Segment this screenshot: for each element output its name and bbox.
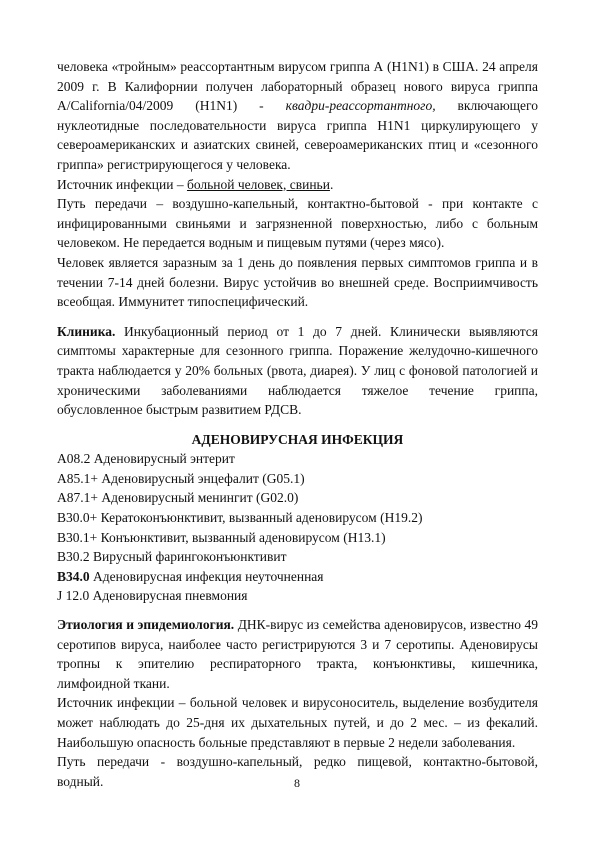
icd-code-text: Вирусный фарингоконъюнктивит <box>89 549 287 565</box>
icd-code-bold: В34.0 <box>57 568 90 584</box>
etiology-text: ДНК-вирус из семейства аденовирусов, известно 49 серотипов вируса, наиболее часто регистрируются 3 и 7 серотипы. Аденовирусы тропны к эпителию респираторного тракта, конъюнктивы, кишечника, лимфоидной ткани. <box>57 617 539 691</box>
icd-code-item <box>57 547 538 567</box>
icd-code-item <box>57 508 538 528</box>
adeno-source-paragraph: Источник инфекции – больной человек и вирусоноситель, выделение возбудителя может наблюдать до 25-дня их дыхательных путей, и до 2 мес. – из фекалий. Наибольшую опасность больные представляют в первые 2 недели заболевания. <box>57 695 538 750</box>
icd-code-text: Кератоконъюнктивит, вызванный аденовирусом (Н19.2) <box>97 510 423 526</box>
icd-code: А87.1+ <box>57 490 98 506</box>
icd-code-text: Аденовирусная пневмония <box>89 588 248 604</box>
clinic-text: Инкубационный период от 1 до 7 дней. Клинически выявляются симптомы характерные для сезонного гриппа. Поражение желудочно-кишечного тракта наблюдается у 20% больных (рвота, диарея). У лиц с фоновой патологией и хроническими заболеваниями наблюдается тяжелое течение гриппа, обусловленное быстрым развитием РДСВ. <box>57 323 538 418</box>
icd-code-list <box>57 449 538 606</box>
icd-code-text: Аденовирусный энцефалит (G05.1) <box>98 470 305 486</box>
source-label: Источник инфекции – <box>57 176 187 192</box>
icd-code: В30.0+ <box>57 510 98 526</box>
icd-code-item <box>57 469 538 489</box>
clinic-label: Клиника. <box>57 323 116 339</box>
clinic-paragraph <box>57 322 538 420</box>
etiology-paragraph <box>57 615 538 693</box>
intro-text-b: включающего нуклеотидные последовательности вируса гриппа H1N1 циркулирующего у североамериканских и азиатских свиней, североамериканских птиц и «сезонного гриппа» регистрирующегося у человека. <box>57 98 539 172</box>
page-number: 8 <box>294 776 300 790</box>
spacer <box>57 420 538 430</box>
etiology-label: Этиология и эпидемиология. <box>57 617 235 633</box>
icd-code: В30.2 <box>57 549 90 565</box>
page-content <box>57 57 538 791</box>
icd-code-item <box>57 528 538 548</box>
icd-code-text: Аденовирусный энтерит <box>90 451 235 467</box>
icd-code-item <box>57 488 538 508</box>
contagious-paragraph: Человек является заразным за 1 день до появления первых симптомов гриппа и в течении 7-14 дней болезни. Вирус устойчив во внешней среде. Восприимчивость всеобщая. Иммунитет типоспецифический. <box>57 254 538 310</box>
spacer <box>57 606 538 615</box>
icd-code: А85.1+ <box>57 470 98 486</box>
transmission-paragraph: Путь передачи – воздушно-капельный, контактно-бытовой - при контакте с инфицированными свиньями и загрязненной поверхностью, либо с больным человеком. Не передается водным и пищевым путями (через мясо). <box>57 196 538 251</box>
icd-code-text: Аденовирусная инфекция неуточненная <box>89 568 324 584</box>
source-end: . <box>329 176 334 192</box>
section-heading: АДЕНОВИРУСНАЯ ИНФЕКЦИЯ <box>191 431 404 447</box>
source-paragraph <box>57 175 538 195</box>
adeno-transmission-paragraph: Путь передачи - воздушно-капельный, редко пищевой, контактно-бытовой, водный. <box>57 754 538 789</box>
icd-code-item <box>57 449 538 469</box>
icd-code: А08.2 <box>57 451 91 467</box>
icd-code-item <box>57 567 538 587</box>
icd-code: В30.1+ <box>57 529 98 545</box>
spacer <box>57 312 538 322</box>
intro-italic-term: квадри-реассортантного, <box>285 98 436 114</box>
icd-code-text: Аденовирусный менингит (G02.0) <box>98 490 299 506</box>
intro-text-a: человека «тройным» реассортантным вирусом гриппа А (H1N1) в США. 24 апреля 2009 г. В Калифорнии получен лабораторный образец нового вируса гриппа A/California/04/2009 (H1N1) - <box>57 59 538 114</box>
source-value: больной человек, свиньи <box>186 176 330 192</box>
intro-paragraph <box>57 57 538 175</box>
icd-code-item <box>57 586 538 606</box>
icd-code-text: Конъюнктивит, вызванный аденовирусом (Н13.1) <box>97 529 386 545</box>
icd-code: J 12.0 <box>57 588 90 604</box>
